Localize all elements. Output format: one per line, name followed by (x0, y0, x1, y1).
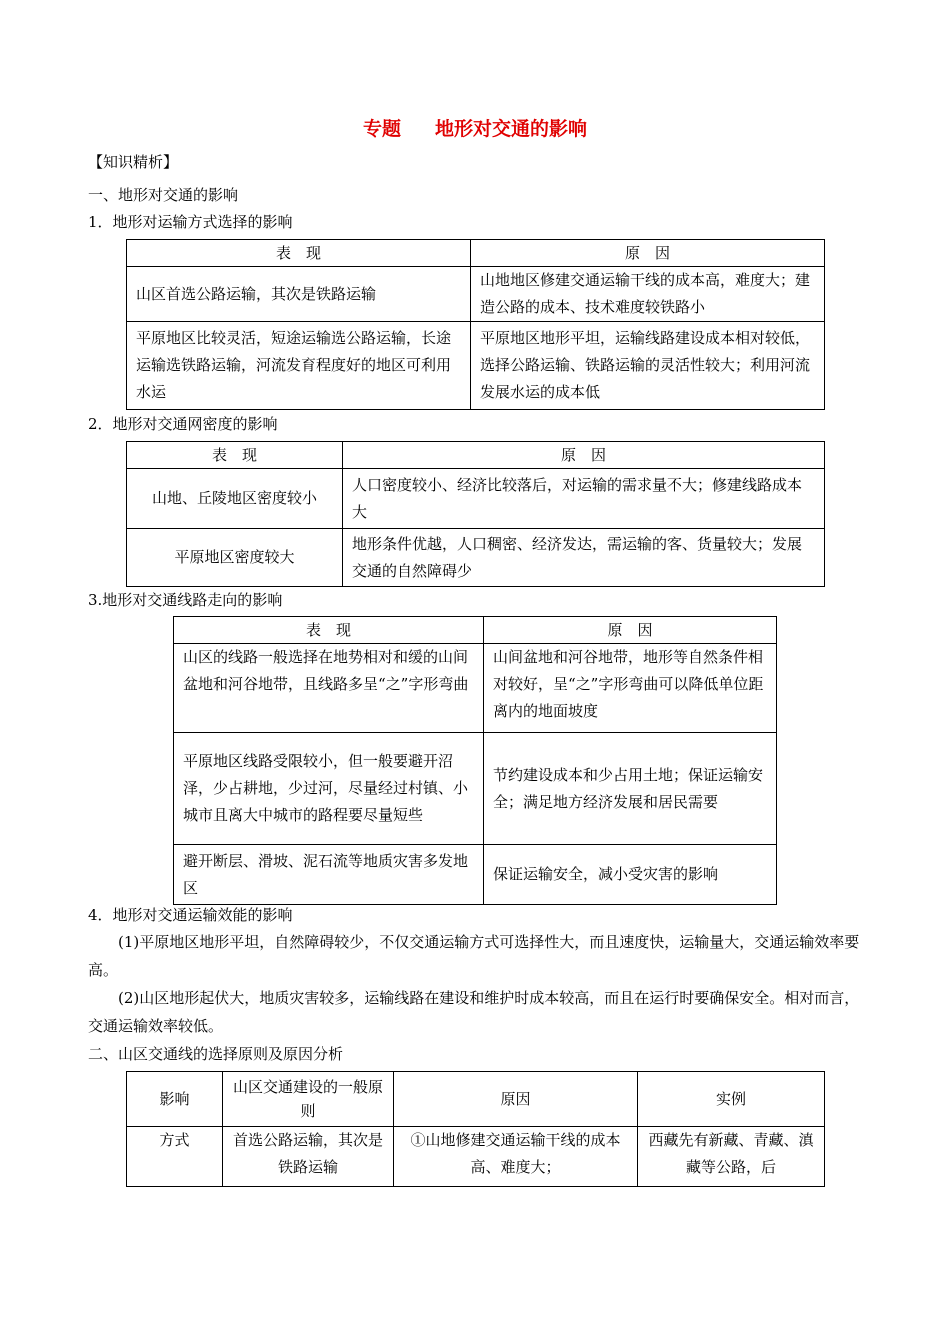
knowledge-tag: 【知识精析】 (88, 153, 179, 171)
title-part2: 地形对交通的影响 (435, 118, 588, 140)
table-cell: 地形条件优越，人口稠密、经济发达，需运输的客、货量较大；发展交通的自然障碍少 (343, 529, 825, 587)
table-cell: 山地地区修建交通运输干线的成本高，难度大；建造公路的成本、技术难度较铁路小 (471, 267, 825, 322)
header-cell: 原 因 (484, 617, 777, 644)
table-header-row (127, 240, 825, 267)
table-mountain-principles (126, 1071, 825, 1187)
table-cell: 人口密度较小、经济比较落后，对运输的需求量不大；修建线路成本大 (343, 469, 825, 529)
table-header-row (127, 442, 825, 469)
table-cell: 西藏先有新藏、青藏、滇藏等公路，后 (638, 1127, 825, 1187)
table-cell: 平原地区地形平坦，运输线路建设成本相对较低，选择公路运输、铁路运输的灵活性较大；利用河流发展水运的成本低 (471, 322, 825, 410)
header-cell: 表 现 (127, 240, 471, 267)
page-title (0, 114, 950, 141)
table-cell: 平原地区线路受限较小，但一般要避开沼泽，少占耕地，少过河，尽量经过村镇、小城市且离大中城市的路程要尽量短些 (174, 733, 484, 845)
table-cell: 山区首选公路运输，其次是铁路运输 (127, 267, 471, 322)
table-network-density (126, 441, 825, 587)
table-row (174, 733, 777, 845)
subsection-2-heading: 2．地形对交通网密度的影响 (88, 415, 278, 433)
table-transport-mode (126, 239, 825, 410)
subsection-1-heading: 1．地形对运输方式选择的影响 (88, 213, 293, 231)
table-cell: 节约建设成本和少占用土地；保证运输安全；满足地方经济发展和居民需要 (484, 733, 777, 845)
table-route-direction (173, 616, 777, 905)
subsection-4-heading: 4．地形对交通运输效能的影响 (88, 906, 293, 924)
header-cell: 表 现 (127, 442, 343, 469)
table-row (127, 1127, 825, 1187)
section-1-heading: 一、地形对交通的影响 (88, 186, 239, 204)
paragraph-plain-efficiency: (1)平原地区地形平坦，自然障碍较少，不仅交通运输方式可选择性大，而且速度快，运输量大，交通运输效率要高。 (88, 933, 860, 979)
table-cell: 山区的线路一般选择在地势相对和缓的山间盆地和河谷地带，且线路多呈“之”字形弯曲 (174, 644, 484, 733)
table-row (174, 644, 777, 733)
table-row (127, 469, 825, 529)
table-cell: 平原地区比较灵活，短途运输选公路运输，长途运输选铁路运输，河流发育程度好的地区可利用水运 (127, 322, 471, 410)
paragraph-mountain-efficiency: (2)山区地形起伏大，地质灾害较多，运输线路在建设和维护时成本较高，而且在运行时要确保安全。相对而言，交通运输效率较低。 (88, 989, 860, 1035)
table-cell: 山地、丘陵地区密度较小 (127, 469, 343, 529)
title-part1: 专题 (362, 118, 401, 140)
table-cell: 平原地区密度较大 (127, 529, 343, 587)
header-cell: 影响 (127, 1072, 223, 1127)
table-header-row (174, 617, 777, 644)
table-cell: 方式 (127, 1127, 223, 1187)
header-cell: 山区交通建设的一般原则 (223, 1072, 394, 1127)
table-cell: 避开断层、滑坡、泥石流等地质灾害多发地区 (174, 845, 484, 905)
table-cell: 保证运输安全，减小受灾害的影响 (484, 845, 777, 905)
header-cell: 表 现 (174, 617, 484, 644)
header-cell: 实例 (638, 1072, 825, 1127)
table-cell: 首选公路运输，其次是铁路运输 (223, 1127, 394, 1187)
header-cell: 原 因 (471, 240, 825, 267)
header-cell: 原 因 (343, 442, 825, 469)
table-row (127, 529, 825, 587)
table-row (174, 845, 777, 905)
table-header-row (127, 1072, 825, 1127)
table-cell: ①山地修建交通运输干线的成本高、难度大； (394, 1127, 638, 1187)
section-2-heading: 二、山区交通线的选择原则及原因分析 (88, 1045, 344, 1063)
table-cell: 山间盆地和河谷地带，地形等自然条件相对较好，呈“之”字形弯曲可以降低单位距离内的地面坡度 (484, 644, 777, 733)
table-row (127, 322, 825, 410)
header-cell: 原因 (394, 1072, 638, 1127)
table-row (127, 267, 825, 322)
subsection-3-heading: 3.地形对交通线路走向的影响 (88, 591, 283, 609)
